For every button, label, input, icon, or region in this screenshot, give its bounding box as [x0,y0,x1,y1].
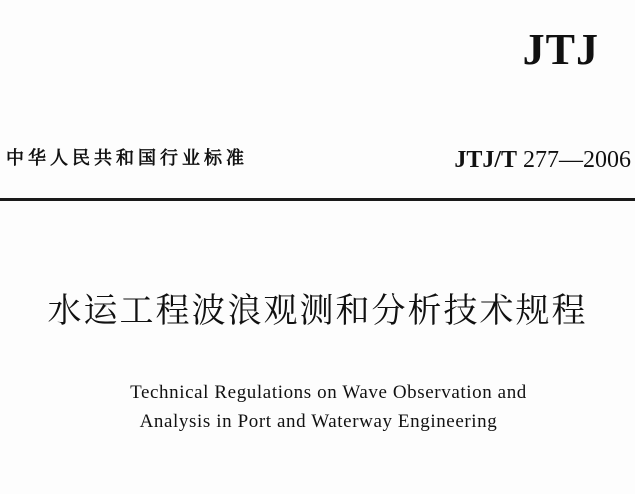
title-en-line-2: Analysis in Port and Waterway Engineering [139,411,498,432]
title-en-line-1: Technical Regulations on Wave Observation and [130,382,527,403]
standard-code-prefix: JTJ/T [454,147,517,173]
standard-code [454,148,631,172]
header-divider [0,198,635,201]
standard-type: 中华人民共和国行业标准 [6,148,248,169]
document-title-cn: 水运工程波浪观测和分析技术规程 [47,291,588,331]
brand-mark: JTJ [522,25,599,74]
standard-code-number: 277—2006 [523,147,631,173]
document-title-en [0,378,635,436]
